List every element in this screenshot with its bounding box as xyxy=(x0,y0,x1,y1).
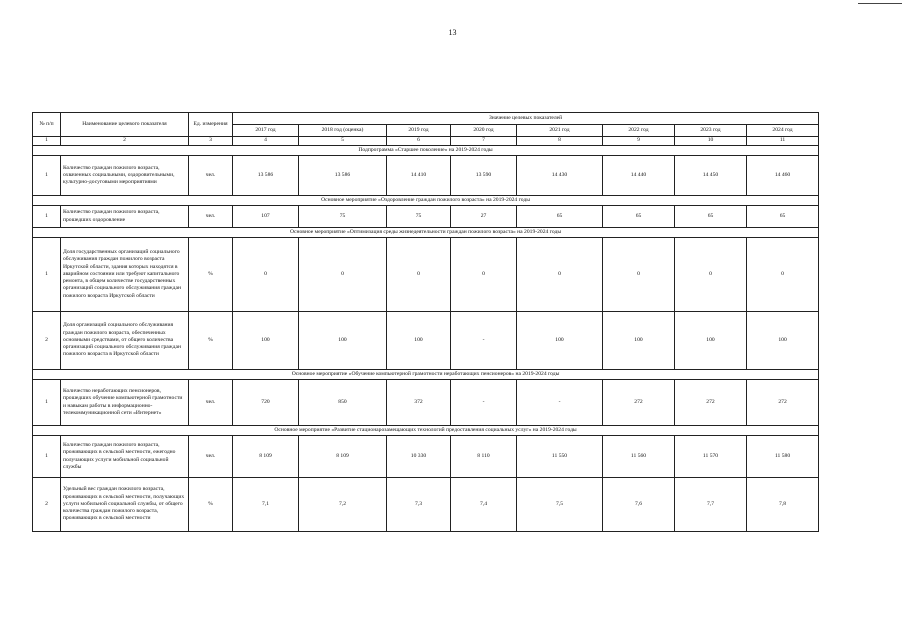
indicator-value: 272 xyxy=(747,380,819,426)
indicator-value: 7,8 xyxy=(747,478,819,532)
indicator-name: Доля организаций социального обслуживания граждан пожилого возраста, обеспеченных основными средствами, от общего количества организаций социального обслуживания граждан пожилого возраста в Иркутской области xyxy=(61,312,189,370)
indicator-value: - xyxy=(451,380,517,426)
indicator-value: 65 xyxy=(747,206,819,228)
column-number: 1 xyxy=(33,137,61,146)
indicator-name: Количество граждан пожилого возраста, прошедших оздоровление xyxy=(61,206,189,228)
section-title-row xyxy=(33,370,819,380)
indicator-value: 11 560 xyxy=(603,436,675,478)
indicator-value: 0 xyxy=(233,238,299,312)
indicator-value: 0 xyxy=(387,238,451,312)
column-number-row xyxy=(33,137,819,146)
indicator-value: - xyxy=(451,312,517,370)
indicator-value: 100 xyxy=(517,312,603,370)
indicator-value: 0 xyxy=(675,238,747,312)
indicator-value: 107 xyxy=(233,206,299,228)
target-indicators-table xyxy=(32,112,819,532)
header-unit: Ед. измерения xyxy=(189,113,233,137)
indicator-value: 14 430 xyxy=(517,156,603,196)
indicator-value: 100 xyxy=(299,312,387,370)
column-number: 10 xyxy=(675,137,747,146)
indicator-num: 1 xyxy=(33,156,61,196)
indicator-value: 13 586 xyxy=(299,156,387,196)
indicator-value: 13 590 xyxy=(451,156,517,196)
header-num: № п/п xyxy=(33,113,61,137)
indicator-value: 100 xyxy=(675,312,747,370)
indicator-value: - xyxy=(517,380,603,426)
indicator-value: 850 xyxy=(299,380,387,426)
indicator-value: 7,5 xyxy=(517,478,603,532)
section-title: Подпрограмма «Старшее поколение» на 2019-2024 годы xyxy=(33,146,819,156)
indicator-value: 272 xyxy=(603,380,675,426)
column-number: 9 xyxy=(603,137,675,146)
header-values-title: Значение целевых показателей xyxy=(233,113,819,125)
indicator-value: 14 410 xyxy=(387,156,451,196)
indicator-value: 372 xyxy=(387,380,451,426)
page-number: 13 xyxy=(448,28,457,37)
indicator-value: 7,3 xyxy=(387,478,451,532)
header-name: Наименование целевого показателя xyxy=(61,113,189,137)
indicator-value: 7,6 xyxy=(603,478,675,532)
header-year: 2019 год xyxy=(387,125,451,137)
section-title: Основное мероприятие «Обучение компьютерной грамотности неработающих пенсионеров» на 2019-2024 годы xyxy=(33,370,819,380)
indicator-num: 2 xyxy=(33,478,61,532)
indicator-num: 1 xyxy=(33,238,61,312)
indicator-value: 14 450 xyxy=(675,156,747,196)
indicator-value: 14 460 xyxy=(747,156,819,196)
header-year: 2022 год xyxy=(603,125,675,137)
indicator-value: 8 109 xyxy=(233,436,299,478)
indicator-value: 100 xyxy=(233,312,299,370)
section-title: Основное мероприятие «Оздоровление граждан пожилого возраста» на 2019-2024 годы xyxy=(33,196,819,206)
indicator-value: 7,1 xyxy=(233,478,299,532)
indicator-unit: % xyxy=(189,478,233,532)
indicator-row xyxy=(33,436,819,478)
indicator-value: 100 xyxy=(747,312,819,370)
indicator-value: 720 xyxy=(233,380,299,426)
indicator-unit: чел. xyxy=(189,380,233,426)
indicator-name: Удельный вес граждан пожилого возраста, проживающих в сельской местности, получающих услуги мобильной социальной службы, от общего количества граждан пожилого возраста, проживающих в сельской местности xyxy=(61,478,189,532)
indicator-value: 0 xyxy=(451,238,517,312)
indicator-value: 10 330 xyxy=(387,436,451,478)
section-title-row xyxy=(33,228,819,238)
indicator-value: 0 xyxy=(299,238,387,312)
indicator-unit: чел. xyxy=(189,206,233,228)
section-title-row xyxy=(33,426,819,436)
section-title: Основное мероприятие «Развитие стационарозамещающих технологий предоставления социальных услуг» на 2019-2024 годы xyxy=(33,426,819,436)
indicator-value: 0 xyxy=(517,238,603,312)
indicator-value: 7,2 xyxy=(299,478,387,532)
indicator-value: 100 xyxy=(387,312,451,370)
indicator-value: 65 xyxy=(603,206,675,228)
indicator-value: 8 109 xyxy=(299,436,387,478)
header-year: 2018 год (оценка) xyxy=(299,125,387,137)
header-year: 2023 год xyxy=(675,125,747,137)
indicator-row xyxy=(33,380,819,426)
indicator-value: 0 xyxy=(747,238,819,312)
indicator-value: 100 xyxy=(603,312,675,370)
column-number: 3 xyxy=(189,137,233,146)
section-title: Основное мероприятие «Оптимизация среды жизнедеятельности граждан пожилого возраста» на 2019-2024 годы xyxy=(33,228,819,238)
indicator-num: 1 xyxy=(33,436,61,478)
indicator-num: 1 xyxy=(33,380,61,426)
indicator-value: 75 xyxy=(387,206,451,228)
column-number: 4 xyxy=(233,137,299,146)
indicator-unit: % xyxy=(189,312,233,370)
indicator-value: 0 xyxy=(603,238,675,312)
column-number: 2 xyxy=(61,137,189,146)
indicator-value: 11 550 xyxy=(517,436,603,478)
indicator-value: 65 xyxy=(517,206,603,228)
indicator-unit: % xyxy=(189,238,233,312)
indicator-value: 7,4 xyxy=(451,478,517,532)
header-year: 2021 год xyxy=(517,125,603,137)
section-title-row xyxy=(33,146,819,156)
corner-mark xyxy=(858,3,902,4)
column-number: 7 xyxy=(451,137,517,146)
indicator-name: Доля государственных организаций социального обслуживания граждан пожилого возраста Иркутской области, здания которых находятся в аварийном состоянии или требуют капитального ремонта, в общем количестве государственных организаций социального обслуживания граждан пожилого возраста Иркутской области xyxy=(61,238,189,312)
indicator-value: 8 110 xyxy=(451,436,517,478)
indicator-name: Количество неработающих пенсионеров, прошедших обучение компьютерной грамотности и навыкам работы в информационно-телекоммуникационной сети «Интернет» xyxy=(61,380,189,426)
indicator-value: 272 xyxy=(675,380,747,426)
indicator-row xyxy=(33,238,819,312)
indicator-value: 11 570 xyxy=(675,436,747,478)
indicator-unit: чел. xyxy=(189,156,233,196)
indicator-value: 13 586 xyxy=(233,156,299,196)
header-year: 2020 год xyxy=(451,125,517,137)
indicator-value: 27 xyxy=(451,206,517,228)
section-title-row xyxy=(33,196,819,206)
indicator-value: 11 580 xyxy=(747,436,819,478)
header-year: 2024 год xyxy=(747,125,819,137)
indicator-name: Количество граждан пожилого возраста, проживающих в сельской местности, ежегодно получающих услуги мобильной социальной службы xyxy=(61,436,189,478)
indicator-value: 65 xyxy=(675,206,747,228)
column-number: 6 xyxy=(387,137,451,146)
column-number: 11 xyxy=(747,137,819,146)
indicator-row xyxy=(33,312,819,370)
indicator-num: 2 xyxy=(33,312,61,370)
column-number: 8 xyxy=(517,137,603,146)
indicator-unit: чел. xyxy=(189,436,233,478)
header-year: 2017 год xyxy=(233,125,299,137)
header-row-top xyxy=(33,113,819,125)
indicator-value: 7,7 xyxy=(675,478,747,532)
indicator-row xyxy=(33,156,819,196)
indicator-row xyxy=(33,206,819,228)
indicator-value: 75 xyxy=(299,206,387,228)
indicator-num: 1 xyxy=(33,206,61,228)
indicator-value: 14 440 xyxy=(603,156,675,196)
indicator-row xyxy=(33,478,819,532)
indicator-name: Количество граждан пожилого возраста, охваченных социальными, оздоровительными, культурно-досуговыми мероприятиями xyxy=(61,156,189,196)
column-number: 5 xyxy=(299,137,387,146)
